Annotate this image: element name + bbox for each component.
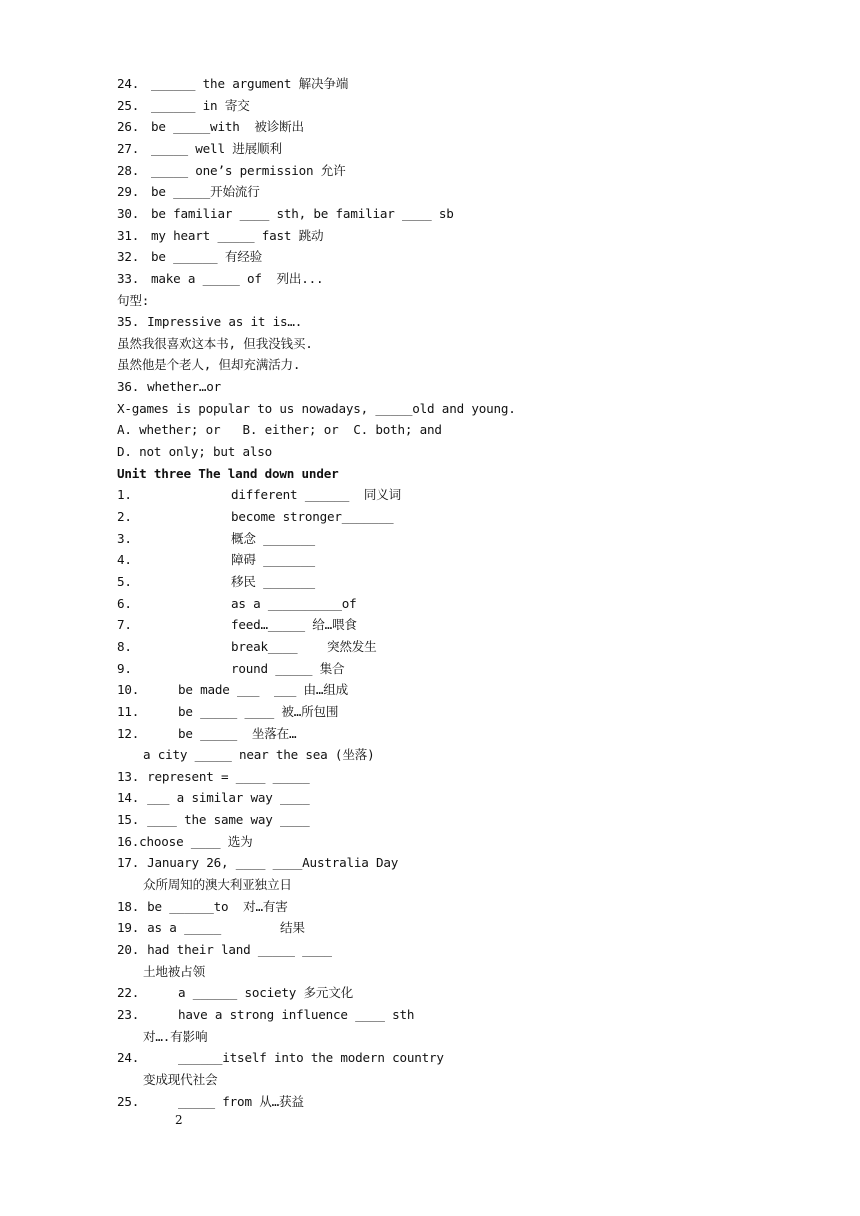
document-line (117, 1004, 414, 1026)
line-text: 虽然我很喜欢这本书, 但我没钱买. (117, 335, 313, 351)
document-line (117, 181, 260, 203)
line-text: ______ in 寄交 (151, 97, 250, 113)
document-line (117, 636, 377, 658)
document-line (117, 268, 323, 290)
line-number: 35. (117, 314, 140, 330)
line-text: 移民 _______ (231, 573, 315, 589)
line-text: 句型: (117, 292, 150, 308)
line-text: ______itself into the modern country (178, 1050, 444, 1066)
section-heading (117, 463, 338, 485)
document-line (117, 614, 357, 636)
line-number: 16. (117, 833, 140, 849)
document-line (117, 138, 282, 160)
document-line (117, 116, 304, 138)
line-number: 6. (117, 595, 132, 611)
line-text: _____ one’s permission 允许 (151, 162, 346, 178)
document-line (117, 354, 300, 376)
document-line (117, 376, 221, 398)
line-text: have a strong influence ____ sth (178, 1006, 415, 1022)
document-line (117, 701, 338, 723)
line-text: as a _____ 结果 (147, 920, 305, 936)
document-line (117, 982, 353, 1004)
line-number: 19. (117, 920, 140, 936)
line-continuation (143, 1026, 207, 1048)
line-number: 24. (117, 1050, 140, 1066)
document-line (117, 95, 250, 117)
line-text: be _____ 坐落在… (178, 725, 297, 741)
line-text: represent = ____ _____ (147, 768, 310, 784)
line-text: be ______ 有经验 (151, 249, 263, 265)
document-line (117, 398, 516, 420)
line-number: 22. (117, 985, 140, 1001)
line-text: be made ___ ___ 由…组成 (178, 682, 349, 698)
line-text: make a _____ of 列出... (151, 270, 324, 286)
line-text: different ______ 同义词 (231, 487, 402, 503)
document-line (117, 484, 401, 506)
line-continuation (143, 1069, 217, 1091)
line-number: 33. (117, 270, 140, 286)
line-text: be _____with 被诊断出 (151, 119, 304, 135)
document-line (117, 1091, 304, 1113)
line-text: Unit three The land down under (117, 465, 339, 481)
document-line (117, 852, 398, 874)
document-line (117, 528, 315, 550)
document-line (117, 441, 272, 463)
line-text: a ______ society 多元文化 (178, 985, 354, 1001)
line-number: 8. (117, 638, 132, 654)
line-text: whether…or (147, 379, 221, 395)
line-number: 31. (117, 227, 140, 243)
line-text: choose ____ 选为 (139, 833, 253, 849)
document-line (117, 723, 296, 745)
line-text: 土地被占领 (143, 963, 205, 979)
line-number: 10. (117, 682, 140, 698)
page-number: 2 (175, 1113, 183, 1127)
document-line (117, 658, 344, 680)
line-text: as a __________of (231, 595, 357, 611)
line-text: January 26, ____ ____Australia Day (147, 855, 399, 871)
line-text: feed…_____ 给…喂食 (231, 617, 357, 633)
line-number: 28. (117, 162, 140, 178)
line-number: 9. (117, 660, 132, 676)
line-number: 32. (117, 249, 140, 265)
document-line (117, 831, 253, 853)
line-text: round _____ 集合 (231, 660, 345, 676)
line-continuation (143, 961, 205, 983)
line-number: 2. (117, 509, 132, 524)
document-line (117, 506, 393, 528)
document-line (117, 766, 310, 788)
line-text: 对….有影响 (143, 1028, 208, 1044)
line-number: 7. (117, 617, 132, 633)
document-line (117, 787, 310, 809)
line-text: be _____开始流行 (151, 184, 260, 200)
line-number: 27. (117, 140, 140, 156)
line-number: 1. (117, 487, 132, 503)
line-text: D. not only; but also (117, 444, 273, 460)
document-line (117, 917, 305, 939)
line-text: Impressive as it is…. (147, 314, 303, 330)
line-number: 13. (117, 768, 140, 784)
line-number: 17. (117, 855, 140, 871)
line-text: 障碍 _______ (231, 552, 315, 568)
line-text: 概念 _______ (231, 530, 315, 546)
line-number: 25. (117, 97, 140, 113)
document-line (117, 809, 310, 831)
line-continuation (143, 874, 292, 896)
line-number: 18. (117, 898, 140, 914)
line-text: be familiar ____ sth, be familiar ____ sb (151, 205, 454, 221)
document-line (117, 73, 348, 95)
line-number: 15. (117, 812, 140, 828)
line-text: ______ the argument 解决争端 (151, 76, 349, 91)
line-text: 虽然他是个老人, 但却充满活力. (117, 357, 301, 373)
line-text: my heart _____ fast 跳动 (151, 227, 324, 243)
line-number: 23. (117, 1006, 140, 1022)
line-text: 众所周知的澳大利亚独立日 (143, 877, 292, 893)
line-number: 20. (117, 942, 140, 957)
line-text: break____ 突然发生 (231, 638, 377, 654)
document-line (117, 549, 315, 571)
line-text: a city _____ near the sea (坐落) (143, 747, 375, 763)
document-line (117, 571, 315, 593)
line-text: ____ the same way ____ (147, 812, 310, 828)
line-text: 变成现代社会 (143, 1071, 218, 1087)
document-line (117, 679, 348, 701)
line-text: become stronger_______ (231, 509, 394, 524)
document-line (117, 290, 149, 312)
line-continuation (143, 744, 375, 766)
line-number: 14. (117, 790, 140, 806)
document-line (117, 225, 323, 247)
document-line (117, 311, 302, 333)
document-line (117, 896, 288, 918)
line-number: 30. (117, 205, 140, 221)
line-text: be _____ ____ 被…所包围 (178, 703, 339, 719)
line-number: 24. (117, 76, 140, 91)
line-number: 36. (117, 379, 140, 395)
line-text: ___ a similar way ____ (147, 790, 310, 806)
line-text: _____ well 进展顺利 (151, 140, 282, 156)
line-number: 4. (117, 552, 132, 568)
line-number: 26. (117, 119, 140, 135)
line-number: 12. (117, 725, 140, 741)
line-number: 29. (117, 184, 140, 200)
document-line (117, 1047, 444, 1069)
document-line (117, 203, 454, 225)
document-line (117, 333, 313, 355)
document-line (117, 939, 332, 961)
document-line (117, 593, 357, 615)
line-text: _____ from 从…获益 (178, 1093, 304, 1109)
document-line (117, 246, 262, 268)
document-line (117, 160, 346, 182)
line-number: 25. (117, 1093, 140, 1109)
line-text: be ______to 对…有害 (147, 898, 288, 914)
line-text: had their land _____ ____ (147, 942, 332, 957)
line-number: 3. (117, 530, 132, 546)
line-number: 11. (117, 703, 140, 719)
document-line (117, 419, 442, 441)
line-number: 5. (117, 573, 132, 589)
line-text: X-games is popular to us nowadays, _____old and young. (117, 400, 516, 416)
line-text: A. whether; or B. either; or C. both; and (117, 422, 442, 438)
